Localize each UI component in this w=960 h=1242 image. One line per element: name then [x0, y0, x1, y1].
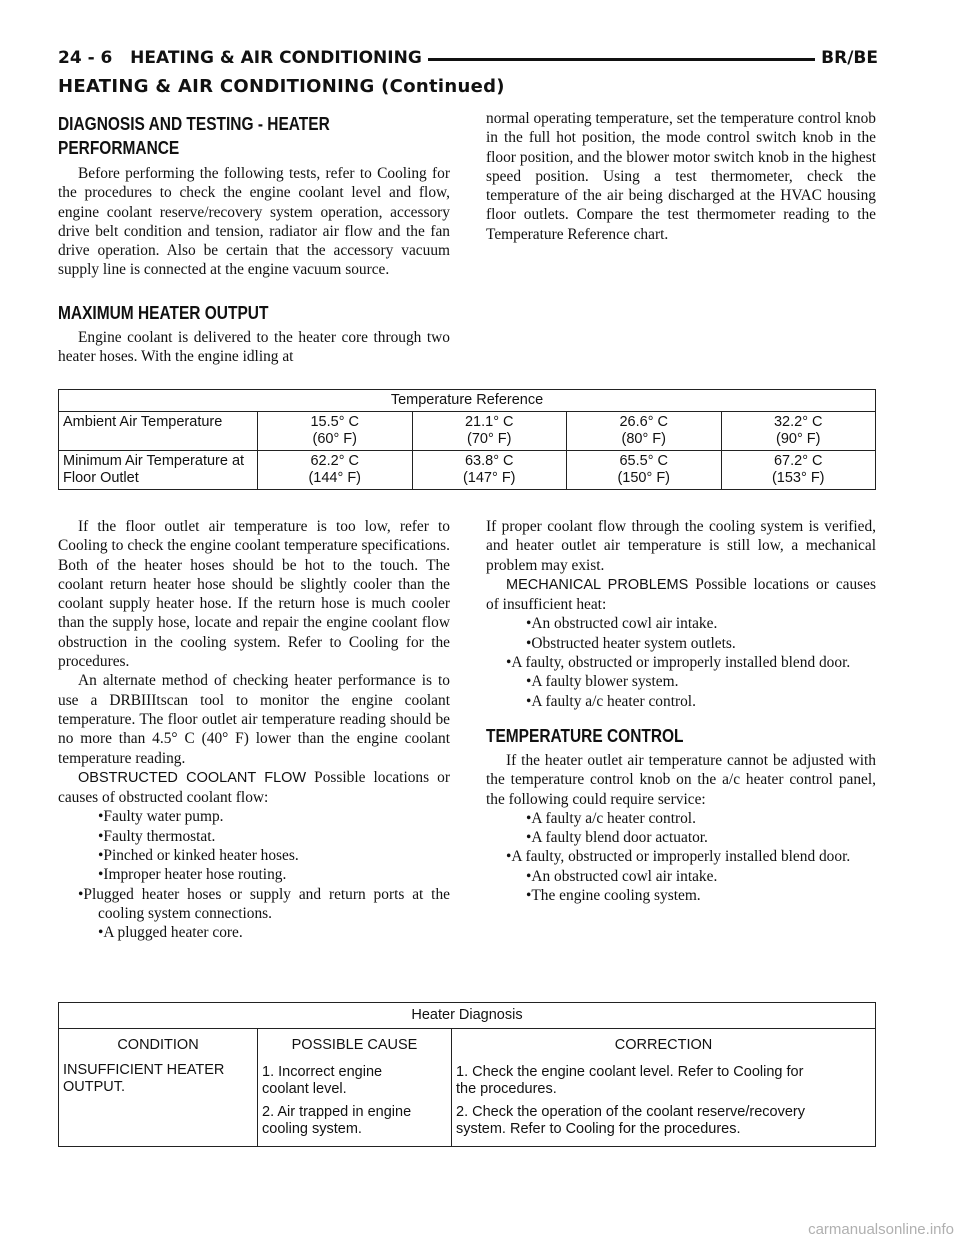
left-bottom-column [58, 517, 450, 943]
ambient-cell: 15.5° C (60° F) [258, 412, 413, 451]
diagnosis-heading-line1: DIAGNOSIS AND TESTING - HEATER [58, 114, 330, 134]
correction-cell: 2. Check the operation of the coolant reserve/recovery system. Refer to Cooling for the procedures. [452, 1100, 876, 1147]
list-item: •A faulty, obstructed or improperly installed blend door. [506, 654, 851, 672]
list-item: •A faulty, obstructed or improperly installed blend door. [506, 848, 851, 866]
correction-cell: 1. Check the engine coolant level. Refer to Cooling for the procedures. [452, 1060, 876, 1100]
page-header [58, 42, 878, 72]
max-heater-text: Engine coolant is delivered to the heater core through two heater hoses. With the engine idling at [58, 328, 450, 366]
diagnosis-heading [58, 112, 395, 160]
cause-header: POSSIBLE CAUSE [258, 1029, 452, 1061]
list-item: •Improper heater hose routing. [98, 866, 287, 884]
minimum-cell: 65.5° C (150° F) [567, 451, 722, 490]
right-bottom-column [486, 517, 876, 905]
condition-cell: INSUFFICIENT HEATER OUTPUT. [59, 1060, 258, 1147]
max-heater-heading: MAXIMUM HEATER OUTPUT [58, 302, 269, 323]
model-code: BR/BE [815, 48, 878, 68]
condition-header: CONDITION [59, 1029, 258, 1061]
right-top-column [486, 109, 876, 244]
page-ref: 24 - 6 [58, 48, 113, 68]
list-item: •A faulty a/c heater control. [526, 692, 696, 710]
list-item: •Obstructed heater system outlets. [526, 634, 736, 652]
temperature-control-heading: TEMPERATURE CONTROL [486, 725, 684, 746]
floor-outlet-paragraph: If the floor outlet air temperature is too low, refer to Cooling to check the engine coolant temperature specifications. Both of the heater hoses should be hot to the touch. The coolant return heater hose should be slightly cooler than the coolant supply heater hose. If the return hose is much cooler than the supply hose, locate and repair the engine coolant flow obstruction in the cooling system. Refer to Cooling for the procedures. [58, 518, 450, 671]
list-item: •The engine cooling system. [526, 887, 701, 905]
ambient-cell: 26.6° C (80° F) [567, 412, 722, 451]
cause-cell: 2. Air trapped in engine cooling system. [258, 1100, 452, 1147]
minimum-cell: 63.8° C (147° F) [412, 451, 567, 490]
drbiii-paragraph: An alternate method of checking heater performance is to use a DRBIIItscan tool to monitor the engine coolant temperature. The floor outlet air temperature reading should be no more than 4.5° C (40° F) lower than the engine coolant temperature reading. [58, 672, 450, 767]
list-item: •Plugged heater hoses or supply and return ports at the cooling system connections. [78, 885, 450, 922]
temperature-control-text: If the heater outlet air temperature cannot be adjusted with the temperature control knob on the a/c heater control panel, the following could require service: [486, 751, 876, 808]
list-item: •An obstructed cowl air intake. [526, 867, 718, 885]
mechanical-paragraph: MECHANICAL PROBLEMS Possible locations or causes of insufficient heat: [486, 575, 876, 614]
section-title: HEATING & AIR CONDITIONING [130, 48, 422, 68]
continued-title: HEATING & AIR CONDITIONING (Continued) [58, 76, 505, 97]
correction-header: CORRECTION [452, 1029, 876, 1061]
list-item: •A faulty blower system. [526, 673, 679, 691]
left-top-column [58, 112, 450, 366]
heater-diagnosis-table [58, 1002, 876, 1147]
minimum-cell: 67.2° C (153° F) [721, 451, 876, 490]
temp-table-caption: Temperature Reference [59, 390, 876, 412]
registered-symbol: t [156, 691, 161, 709]
minimum-label: Minimum Air Temperature at Floor Outlet [59, 451, 258, 490]
ambient-label: Ambient Air Temperature [59, 412, 258, 451]
coolant-flow-paragraph: If proper coolant flow through the cooling system is verified, and heater outlet air temperature is still low, a mechanical problem may exist. [486, 518, 876, 574]
list-item: •A faulty a/c heater control. [526, 809, 696, 827]
cause-cell: 1. Incorrect engine coolant level. [258, 1060, 452, 1100]
list-item: •A plugged heater core. [98, 924, 243, 942]
list-item: •Faulty water pump. [98, 808, 224, 826]
obstructed-flow-paragraph: OBSTRUCTED COOLANT FLOW Possible locations or causes of obstructed coolant flow: [58, 768, 450, 807]
list-item: •Pinched or kinked heater hoses. [98, 847, 299, 865]
temperature-control-bullet-list [486, 809, 876, 905]
header-left [58, 48, 428, 68]
right-top-text: normal operating temperature, set the temperature control knob in the full hot position, the mode control switch knob in the floor position, and the blower motor switch knob in the highest speed position. Using a test thermometer, check the temperature of the air being discharged at the HVAC housing floor outlets. Compare the test thermometer reading to the Temperature Reference chart. [486, 110, 876, 243]
minimum-cell: 62.2° C (144° F) [258, 451, 413, 490]
ambient-cell: 21.1° C (70° F) [412, 412, 567, 451]
list-item: •A faulty blend door actuator. [526, 829, 708, 847]
diagnosis-heading-line2: PERFORMANCE [58, 138, 180, 158]
ambient-cell: 32.2° C (90° F) [721, 412, 876, 451]
intro-paragraph: Before performing the following tests, refer to Cooling for the procedures to check the engine coolant level and flow, engine coolant reserve/recovery system operation, accessory drive belt condition and tension, radiator air flow and the fan drive operation. Also be certain that the accessory vacuum supply line is connected at the engine vacuum source. [58, 165, 450, 279]
obstructed-bullet-list [58, 807, 450, 942]
list-item: •An obstructed cowl air intake. [526, 615, 718, 633]
list-item: •Faulty thermostat. [98, 827, 216, 845]
mechanical-bullet-list [486, 614, 876, 710]
temperature-reference-table [58, 389, 876, 490]
diag-table-caption: Heater Diagnosis [59, 1003, 876, 1029]
watermark: carmanualsonline.info [808, 1221, 954, 1238]
